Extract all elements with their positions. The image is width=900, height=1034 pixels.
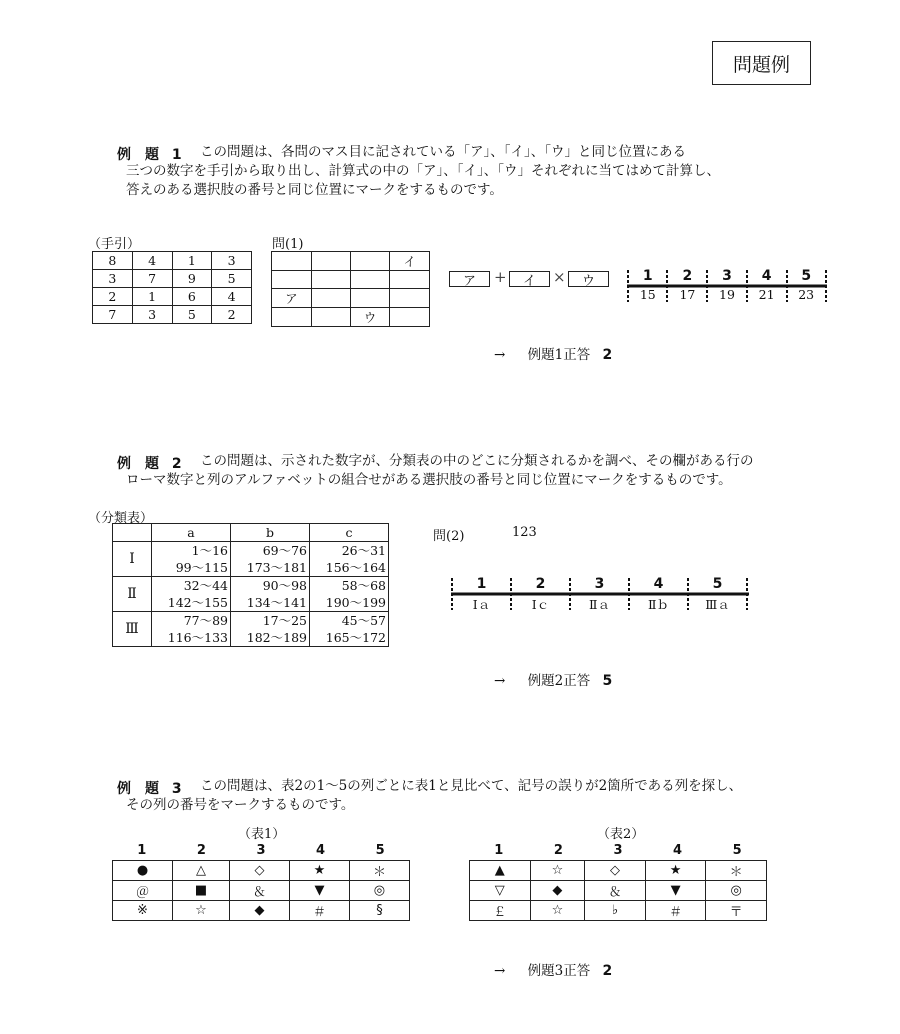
guide-cell: 7 xyxy=(93,306,133,324)
guide-row xyxy=(93,252,252,270)
classification-row xyxy=(113,577,389,612)
guide-cell: 2 xyxy=(93,288,133,306)
ex1-choice-value: 15 xyxy=(639,287,656,302)
guide-cell: 3 xyxy=(212,252,252,270)
ex1-choice-value: 19 xyxy=(719,287,735,302)
table2-symbol-cell: ▲ xyxy=(470,861,531,881)
ex2-heading-num: 2 xyxy=(171,456,182,472)
classification-range: 99～115 xyxy=(175,560,228,575)
table2-row xyxy=(470,901,767,921)
ex2-choice-value: Ⅰｃ xyxy=(531,597,550,612)
ex1-desc-line1: この問題は、各問のマス目に記されている「ア」、「イ」、「ウ」と同じ位置にある xyxy=(200,144,686,160)
q1-cell: ア xyxy=(272,289,312,308)
formula-op-times: × xyxy=(553,268,566,286)
classification-cell xyxy=(231,577,310,612)
q1-cell: ウ xyxy=(350,308,390,327)
ex2-answer-arrow: → xyxy=(494,673,506,689)
classification-range: 26～31 xyxy=(341,543,386,558)
ex1-choice-number: 2 xyxy=(682,268,693,284)
table2-column-number: 5 xyxy=(732,843,742,858)
table1-column-number: 2 xyxy=(196,843,206,858)
table2-symbol-cell: ★ xyxy=(645,861,706,881)
ex1-heading-label: 例 題 xyxy=(117,147,159,163)
classification-range: 190～199 xyxy=(325,595,386,610)
classification-cell xyxy=(310,612,389,647)
table2-symbol-cell: ♭ xyxy=(585,901,646,921)
table1-column-numbers xyxy=(112,843,410,858)
classification-range: 69～76 xyxy=(262,543,307,558)
ex1-choice-number: 4 xyxy=(761,268,772,284)
ex1-heading xyxy=(117,144,182,164)
table2-label: （表2） xyxy=(597,827,645,842)
table1-column-number: 4 xyxy=(316,843,326,858)
ex2-choice-number: 2 xyxy=(535,576,546,592)
classification-roman-label: Ⅲ xyxy=(113,612,152,647)
q1-cell xyxy=(350,271,390,289)
ex1-choice-value: 23 xyxy=(798,287,815,302)
ex2-choice-number: 5 xyxy=(712,576,723,592)
table1-label: （表1） xyxy=(238,827,286,842)
ex3-desc-line2: その列の番号をマークするものです。 xyxy=(126,797,355,813)
table1-column-number: 1 xyxy=(137,843,147,858)
symbol-table-2 xyxy=(469,860,767,921)
ex2-answer xyxy=(494,669,612,689)
ex3-answer-value: 2 xyxy=(602,963,613,979)
guide-cell: 2 xyxy=(212,306,252,324)
table2-symbol-cell: ￡ xyxy=(470,901,531,921)
table2-column-number: 1 xyxy=(494,843,504,858)
q1-cell xyxy=(311,289,350,308)
table2-column-number: 4 xyxy=(673,843,683,858)
table2-row xyxy=(470,861,767,881)
table2-column-number: 2 xyxy=(553,843,563,858)
table2-symbol-cell: ◎ xyxy=(706,881,767,901)
guide-label: （手引） xyxy=(88,237,141,252)
table1-symbol-cell: ＠ xyxy=(113,881,173,901)
ex2-answer-value: 5 xyxy=(602,673,613,689)
ex2-choice-value: Ⅰａ xyxy=(472,597,491,612)
classification-range: 156～164 xyxy=(325,560,386,575)
ex1-choice-value: 17 xyxy=(679,287,696,302)
ex3-desc-line1: この問題は、表2の1～5の列ごとに表1と見比べて、記号の誤りが2箇所である列を探し、 xyxy=(200,778,743,794)
ex2-heading xyxy=(117,453,182,473)
classification-roman-label: Ⅱ xyxy=(113,577,152,612)
ex3-heading-num: 3 xyxy=(171,781,182,797)
table1-symbol-cell: ☆ xyxy=(173,901,230,921)
ex3-answer xyxy=(494,959,612,979)
guide-cell: 6 xyxy=(172,288,212,306)
table2-symbol-cell: ☆ xyxy=(530,861,585,881)
formula-op-plus: + xyxy=(494,268,507,286)
table1-symbol-cell: ＊ xyxy=(349,861,409,881)
guide-cell: 1 xyxy=(132,288,172,306)
table2-symbol-cell: ◇ xyxy=(585,861,646,881)
ex2-choice-number: 3 xyxy=(594,576,605,592)
table1-symbol-cell: ● xyxy=(113,861,173,881)
table2-symbol-cell: ＃ xyxy=(645,901,706,921)
ex3-heading-label: 例 題 xyxy=(117,781,159,797)
ex1-answer xyxy=(494,343,612,363)
table1-column-number: 3 xyxy=(256,843,266,858)
ex1-answer-label: 例題1正答 xyxy=(527,347,591,363)
guide-cell: 8 xyxy=(93,252,133,270)
classification-range: 116～133 xyxy=(167,630,228,645)
q1-cell xyxy=(311,252,350,271)
classification-cell xyxy=(310,542,389,577)
table1-symbol-cell: ◎ xyxy=(349,881,409,901)
classification-row xyxy=(113,612,389,647)
guide-cell: 1 xyxy=(172,252,212,270)
classification-cell xyxy=(231,612,310,647)
classification-range: 32～44 xyxy=(183,578,228,593)
q1-cell xyxy=(390,308,430,327)
ex2-desc-line1: この問題は、示された数字が、分類表の中のどこに分類されるかを調べ、その欄がある行の xyxy=(200,453,754,469)
guide-cell: 7 xyxy=(132,270,172,288)
classification-cell xyxy=(310,577,389,612)
classification-cell xyxy=(152,612,231,647)
ex2-choice-value: Ⅲａ xyxy=(705,597,730,612)
ex1-choice-value: 21 xyxy=(758,287,775,302)
classification-cell xyxy=(152,577,231,612)
q1-row xyxy=(272,289,430,308)
ex1-answer-arrow: → xyxy=(494,347,506,363)
q1-cell xyxy=(350,289,390,308)
classification-range: 77～89 xyxy=(183,613,228,628)
classification-cell xyxy=(152,542,231,577)
classification-range: 165～172 xyxy=(325,630,386,645)
ex1-choice-number: 3 xyxy=(722,268,732,284)
table1-column-number: 5 xyxy=(375,843,385,858)
q1-cell: イ xyxy=(390,252,430,271)
guide-row xyxy=(93,270,252,288)
classification-roman-label: Ⅰ xyxy=(113,542,152,577)
formula-box-b: イ xyxy=(509,271,550,287)
ex1-answer-value: 2 xyxy=(602,347,613,363)
ex3-answer-label: 例題3正答 xyxy=(527,963,591,979)
table1-symbol-cell: ◇ xyxy=(229,861,289,881)
ex1-choice-scale xyxy=(626,268,828,304)
table1-row xyxy=(113,881,410,901)
table2-row xyxy=(470,881,767,901)
q2-label: 問(2) xyxy=(433,529,465,544)
q1-row xyxy=(272,308,430,327)
table2-symbol-cell: 〒 xyxy=(706,901,767,921)
classification-range: 173～181 xyxy=(246,560,307,575)
ex2-choice-number: 4 xyxy=(653,576,664,592)
guide-row xyxy=(93,306,252,324)
ex2-choice-value: Ⅱｂ xyxy=(648,597,669,612)
table2-column-numbers xyxy=(469,843,767,858)
q1-label: 問(1) xyxy=(272,237,304,252)
classification-range: 17～25 xyxy=(262,613,307,628)
ex2-choice-scale xyxy=(450,576,750,612)
ex2-choice-value: Ⅱａ xyxy=(589,597,610,612)
guide-cell: 4 xyxy=(212,288,252,306)
classification-range: 142～155 xyxy=(167,595,228,610)
guide-cell: 4 xyxy=(132,252,172,270)
table2-symbol-cell: ▼ xyxy=(645,881,706,901)
guide-row xyxy=(93,288,252,306)
classification-range: 58～68 xyxy=(341,578,386,593)
formula-box-c: ウ xyxy=(568,271,609,287)
ex1-choice-number: 1 xyxy=(642,268,653,284)
guide-cell: 5 xyxy=(212,270,252,288)
guide-cell: 5 xyxy=(172,306,212,324)
formula-box-a: ア xyxy=(449,271,490,287)
classification-range: 182～189 xyxy=(246,630,307,645)
q1-cell xyxy=(350,252,390,271)
table1-symbol-cell: ■ xyxy=(173,881,230,901)
classification-col-header: b xyxy=(231,524,310,542)
table1-symbol-cell: ※ xyxy=(113,901,173,921)
guide-cell: 3 xyxy=(93,270,133,288)
q1-cell xyxy=(272,271,312,289)
table1-symbol-cell: ▼ xyxy=(289,881,349,901)
ex2-heading-label: 例 題 xyxy=(117,456,159,472)
symbol-table-1 xyxy=(112,860,410,921)
ex1-choice-number: 5 xyxy=(801,268,812,284)
table1-row xyxy=(113,901,410,921)
table1-symbol-cell: ＆ xyxy=(229,881,289,901)
q1-cell xyxy=(272,252,312,271)
table2-symbol-cell: ＆ xyxy=(585,881,646,901)
classification-range: 1～16 xyxy=(191,543,228,558)
q1-table xyxy=(271,251,430,327)
classification-range: 45～57 xyxy=(341,613,386,628)
ex1-desc-line2: 三つの数字を手引から取り出し、計算式の中の「ア」、「イ」、「ウ」それぞれに当てはめて計算し、 xyxy=(126,163,720,179)
table1-symbol-cell: ＃ xyxy=(289,901,349,921)
table2-symbol-cell: ☆ xyxy=(530,901,585,921)
table2-symbol-cell: ＊ xyxy=(706,861,767,881)
classification-col-header: a xyxy=(152,524,231,542)
ex2-choice-number: 1 xyxy=(476,576,487,592)
guide-cell: 9 xyxy=(172,270,212,288)
classification-table xyxy=(112,523,389,647)
table2-symbol-cell: ◆ xyxy=(530,881,585,901)
q1-cell xyxy=(390,271,430,289)
table2-column-number: 3 xyxy=(613,843,623,858)
ex1-heading-num: 1 xyxy=(171,147,182,163)
classification-label: （分類表） xyxy=(88,511,154,526)
table1-symbol-cell: ★ xyxy=(289,861,349,881)
classification-cell xyxy=(231,542,310,577)
table1-symbol-cell: ◆ xyxy=(229,901,289,921)
ex2-desc-line2: ローマ数字と列のアルファベットの組合せがある選択肢の番号と同じ位置にマークをするものです。 xyxy=(126,472,732,488)
classification-col-header: c xyxy=(310,524,389,542)
classification-range: 90～98 xyxy=(262,578,307,593)
q1-row xyxy=(272,271,430,289)
classification-range: 134～141 xyxy=(246,595,307,610)
table1-symbol-cell: △ xyxy=(173,861,230,881)
guide-cell: 3 xyxy=(132,306,172,324)
q1-cell xyxy=(311,308,350,327)
table1-row xyxy=(113,861,410,881)
guide-table xyxy=(92,251,252,324)
q1-cell xyxy=(272,308,312,327)
classification-row xyxy=(113,542,389,577)
ex3-heading xyxy=(117,778,182,798)
ex3-answer-arrow: → xyxy=(494,963,506,979)
q1-cell xyxy=(311,271,350,289)
q1-row xyxy=(272,252,430,271)
page-title: 問題例 xyxy=(712,41,811,85)
ex1-desc-line3: 答えのある選択肢の番号と同じ位置にマークをするものです。 xyxy=(126,182,503,198)
q1-cell xyxy=(390,289,430,308)
q2-value: 123 xyxy=(512,525,537,540)
ex2-answer-label: 例題2正答 xyxy=(527,673,591,689)
classification-corner-cell xyxy=(113,524,152,542)
table1-symbol-cell: § xyxy=(349,901,409,921)
classification-header-row xyxy=(113,524,389,542)
table2-symbol-cell: ▽ xyxy=(470,881,531,901)
